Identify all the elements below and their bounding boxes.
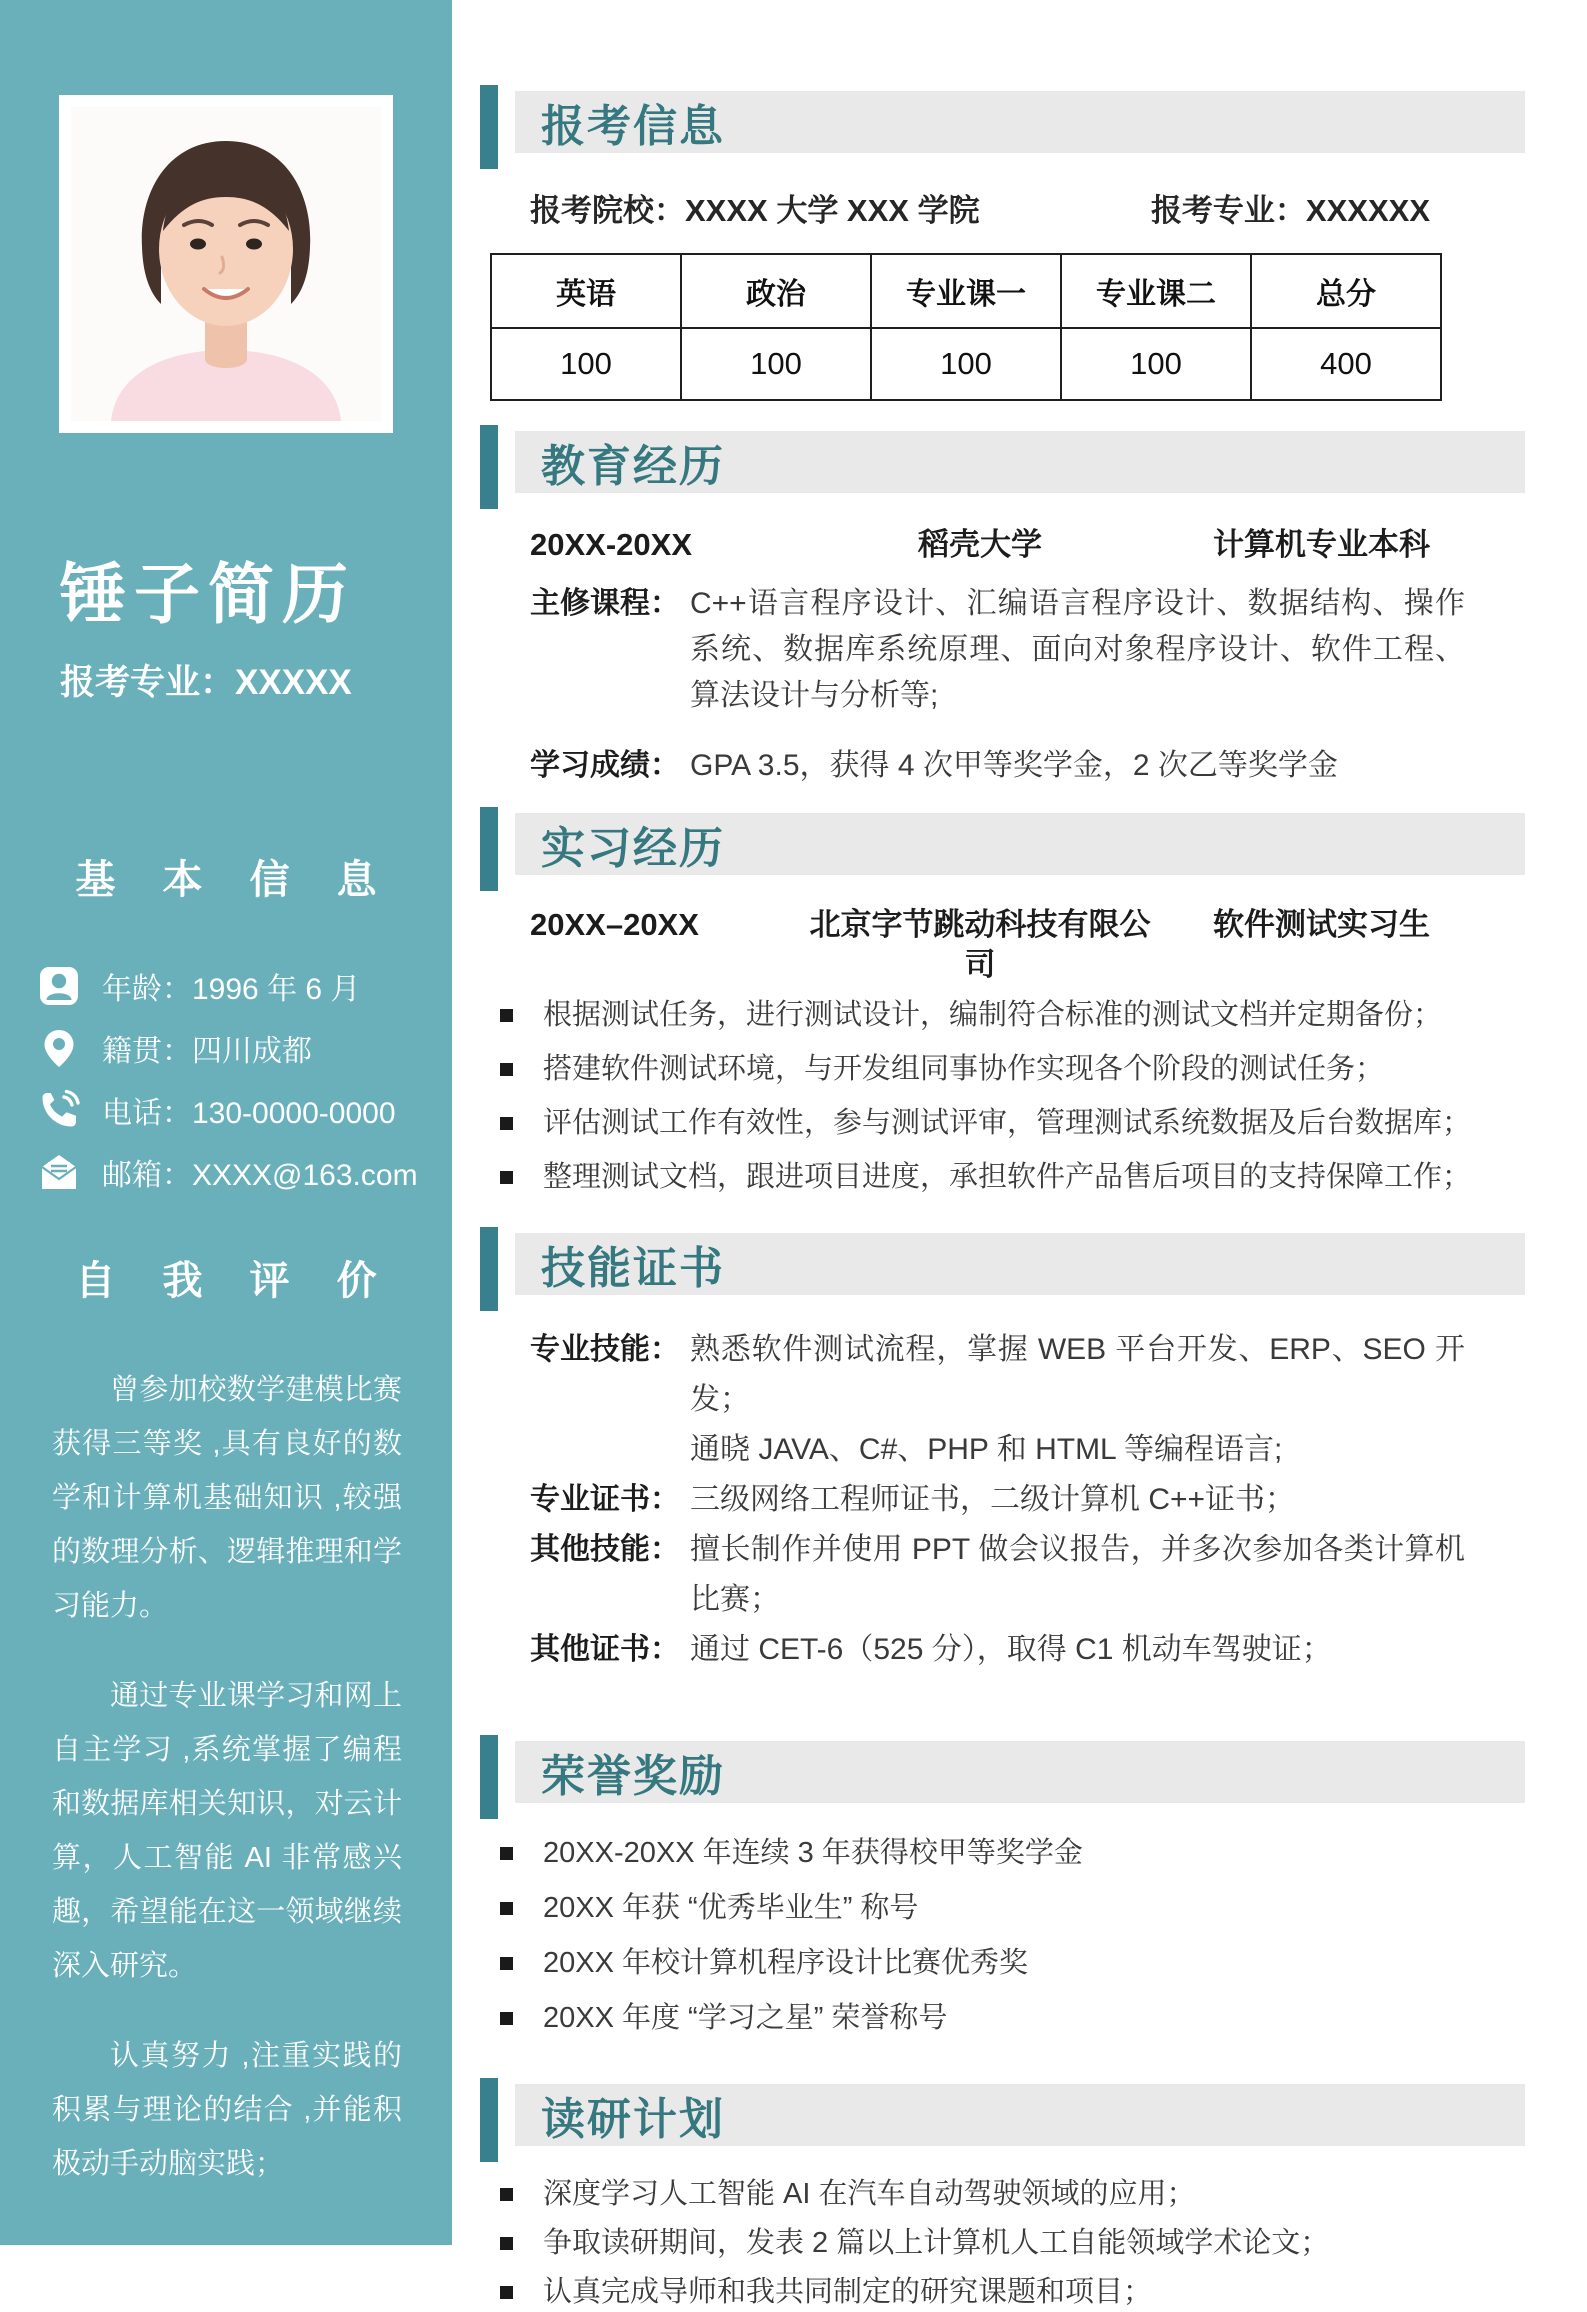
- bullet-text: 根据测试任务，进行测试设计，编制符合标准的测试文档并定期备份；: [543, 999, 1443, 1031]
- section-title-bar: [515, 813, 1525, 875]
- education-courses-row: [530, 581, 1525, 719]
- bullet-text: 深度学习人工智能 AI 在汽车自动驾驶领域的应用；: [543, 2178, 1196, 2210]
- row-text: 通过 CET-6（525 分），取得 C1 机动车驾驶证；: [690, 1633, 1332, 1666]
- section-title: 技能证书: [541, 1244, 725, 1293]
- score-value: 100: [491, 328, 681, 400]
- study-plan-bullet-list: [480, 2174, 1525, 2312]
- row-label: 其他证书：: [530, 1633, 680, 1666]
- bullet-square-icon: [500, 2286, 513, 2299]
- section-title: 实习经历: [541, 824, 725, 873]
- bullet-square-icon: [500, 2188, 513, 2201]
- internship-bullet-list: [480, 995, 1525, 1197]
- info-item-phone: [38, 1088, 452, 1132]
- list-item: [500, 1103, 1525, 1143]
- internship-period: 20XX–20XX: [530, 907, 699, 942]
- info-item-hometown: [38, 1026, 452, 1070]
- row-text: 擅长制作并使用 PPT 做会议报告，并多次参加各类计算机比赛；: [690, 1533, 1465, 1616]
- section-title-bar: [515, 431, 1525, 493]
- bullet-square-icon: [500, 2012, 513, 2025]
- section-header-skills: [480, 1227, 1525, 1311]
- row-label: 主修课程：: [530, 587, 680, 620]
- bullet-text: 认真完成导师和我共同制定的研究课题和项目；: [543, 2276, 1153, 2308]
- skill-row: [530, 1525, 1525, 1625]
- bullet-text: 整理测试文档，跟进项目进度，承担软件产品售后项目的支持保障工作；: [543, 1161, 1472, 1193]
- section-accent-bar: [480, 425, 498, 509]
- mail-icon: [38, 1151, 80, 1193]
- list-item: [500, 2174, 1525, 2214]
- target-major: 报考专业：XXXXXX: [1150, 193, 1430, 228]
- list-item: [500, 1888, 1525, 1928]
- row-text: 三级网络工程师证书，二级计算机 C++证书；: [690, 1483, 1296, 1516]
- info-item-label: 邮箱：XXXX@163.com: [102, 1159, 418, 1192]
- sidebar: [0, 0, 452, 2245]
- row-text: C++语言程序设计、汇编语言程序设计、数据结构、操作系统、数据库系统原理、面向对象程序设计、软件工程、算法设计与分析等;: [690, 587, 1465, 712]
- info-item-label: 电话：130-0000-0000: [102, 1097, 396, 1130]
- bullet-text: 20XX 年度 “学习之星” 荣誉称号: [543, 2002, 948, 2034]
- section-title-bar: [515, 91, 1525, 153]
- info-item-age: [38, 964, 452, 1008]
- row-label: 专业证书：: [530, 1483, 680, 1516]
- section-title-bar: [515, 1233, 1525, 1295]
- score-table: [490, 253, 1442, 401]
- skill-row: [530, 1625, 1525, 1675]
- education-degree: 计算机专业本科: [1213, 527, 1430, 562]
- list-item: [500, 1157, 1525, 1197]
- score-col-header: 总分: [1251, 254, 1441, 328]
- section-header-education: [480, 425, 1525, 509]
- bullet-text: 20XX 年校计算机程序设计比赛优秀奖: [543, 1947, 1029, 1979]
- list-item: [500, 1833, 1525, 1873]
- section-accent-bar: [480, 1735, 498, 1819]
- skill-row: [530, 1325, 1525, 1425]
- bullet-text: 争取读研期间，发表 2 篇以上计算机人工自能领域学术论文；: [543, 2227, 1330, 2259]
- section-header-study-plan: [480, 2078, 1525, 2162]
- row-text: 熟悉软件测试流程，掌握 WEB 平台开发、ERP、SEO 开发；: [690, 1333, 1465, 1416]
- section-header-honors: [480, 1735, 1525, 1819]
- section-title: 教育经历: [541, 442, 725, 491]
- row-text: 通晓 JAVA、C#、PHP 和 HTML 等编程语言;: [690, 1433, 1283, 1466]
- info-item-label: 年龄：1996 年 6 月: [102, 973, 361, 1006]
- list-item: [500, 1943, 1525, 1983]
- bullet-square-icon: [500, 2237, 513, 2250]
- education-gpa-row: [530, 743, 1525, 789]
- bullet-square-icon: [500, 1902, 513, 1915]
- bullet-square-icon: [500, 1117, 513, 1130]
- score-col-header: 政治: [681, 254, 871, 328]
- section-title: 荣誉奖励: [541, 1752, 725, 1801]
- skill-row: [530, 1425, 1525, 1475]
- section-accent-bar: [480, 2078, 498, 2162]
- education-school: 稻壳大学: [918, 527, 1042, 562]
- target-school: 报考院校：XXXX 大学 XXX 学院: [530, 193, 980, 228]
- row-label: 专业技能：: [530, 1333, 680, 1366]
- bullet-text: 20XX 年获 “优秀毕业生” 称号: [543, 1892, 919, 1924]
- section-accent-bar: [480, 807, 498, 891]
- self-eval-paragraph: 通过专业课学习和网上自主学习 ,系统掌握了编程和数据库相关知识，对云计算，人工智能 AI 非常感兴趣，希望能在这一领域继续深入研究。: [52, 1680, 402, 1982]
- score-value: 100: [1061, 328, 1251, 400]
- self-eval-paragraph: 认真努力 ,注重实践的积累与理论的结合 ,并能积极动手动脑实践；: [52, 2040, 402, 2180]
- bullet-square-icon: [500, 1847, 513, 1860]
- internship-company: 北京字节跳动科技有限公司: [809, 907, 1151, 982]
- section-header-application: [480, 85, 1525, 169]
- skills-list: [480, 1325, 1525, 1675]
- section-title: 报考信息: [541, 102, 725, 151]
- score-value: 100: [681, 328, 871, 400]
- score-table-header-row: [491, 254, 1441, 328]
- bullet-text: 搭建软件测试环境，与开发组同事协作实现各个阶段的测试任务；: [543, 1053, 1385, 1085]
- basic-info-heading: 基 本 信 息: [75, 858, 395, 902]
- self-evaluation-heading: 自 我 评 价: [75, 1259, 395, 1303]
- row-label: 其他技能：: [530, 1533, 680, 1566]
- profile-photo: [59, 95, 393, 433]
- internship-role: 软件测试实习生: [1213, 907, 1430, 942]
- basic-info-list: [38, 964, 452, 1194]
- score-col-header: 专业课一: [871, 254, 1061, 328]
- bullet-square-icon: [500, 1957, 513, 1970]
- row-label: [530, 1425, 690, 1475]
- list-item: [500, 2223, 1525, 2263]
- honors-bullet-list: [480, 1833, 1525, 2038]
- resume-name: 锤子简历: [60, 557, 356, 631]
- list-item: [500, 2272, 1525, 2312]
- education-summary-row: [530, 525, 1525, 565]
- info-item-email: [38, 1150, 452, 1194]
- section-title: 读研计划: [541, 2095, 725, 2144]
- score-col-header: 专业课二: [1061, 254, 1251, 328]
- score-col-header: 英语: [491, 254, 681, 328]
- section-accent-bar: [480, 85, 498, 169]
- row-text: GPA 3.5，获得 4 次甲等奖学金，2 次乙等奖学金: [690, 749, 1338, 782]
- score-value: 100: [871, 328, 1061, 400]
- bullet-text: 评估测试工作有效性，参与测试评审，管理测试系统数据及后台数据库；: [543, 1107, 1472, 1139]
- section-header-internship: [480, 807, 1525, 891]
- application-target-line: [530, 191, 1525, 231]
- bullet-square-icon: [500, 1063, 513, 1076]
- user-icon: [38, 965, 80, 1007]
- phone-icon: [38, 1089, 80, 1131]
- self-eval-paragraph: 曾参加校数学建模比赛获得三等奖 ,具有良好的数学和计算机基础知识 ,较强的数理分析、逻辑推理和学习能力。: [52, 1374, 402, 1622]
- bullet-square-icon: [500, 1171, 513, 1184]
- score-table-value-row: [491, 328, 1441, 400]
- location-icon: [38, 1027, 80, 1069]
- bullet-text: 20XX-20XX 年连续 3 年获得校甲等奖学金: [543, 1837, 1083, 1869]
- list-item: [500, 1049, 1525, 1089]
- skill-row: [530, 1475, 1525, 1525]
- section-accent-bar: [480, 1227, 498, 1311]
- section-title-bar: [515, 2084, 1525, 2146]
- sidebar-major: 报考专业：XXXXX: [60, 663, 352, 702]
- education-period: 20XX-20XX: [530, 527, 692, 562]
- list-item: [500, 995, 1525, 1035]
- score-value: 400: [1251, 328, 1441, 400]
- internship-summary-row: [530, 905, 1525, 985]
- portrait-illustration: [71, 107, 381, 421]
- section-title-bar: [515, 1741, 1525, 1803]
- row-label: 学习成绩：: [530, 749, 680, 782]
- info-item-label: 籍贯：四川成都: [102, 1035, 312, 1068]
- bullet-square-icon: [500, 1009, 513, 1022]
- main-content: [480, 0, 1587, 2312]
- list-item: [500, 1998, 1525, 2038]
